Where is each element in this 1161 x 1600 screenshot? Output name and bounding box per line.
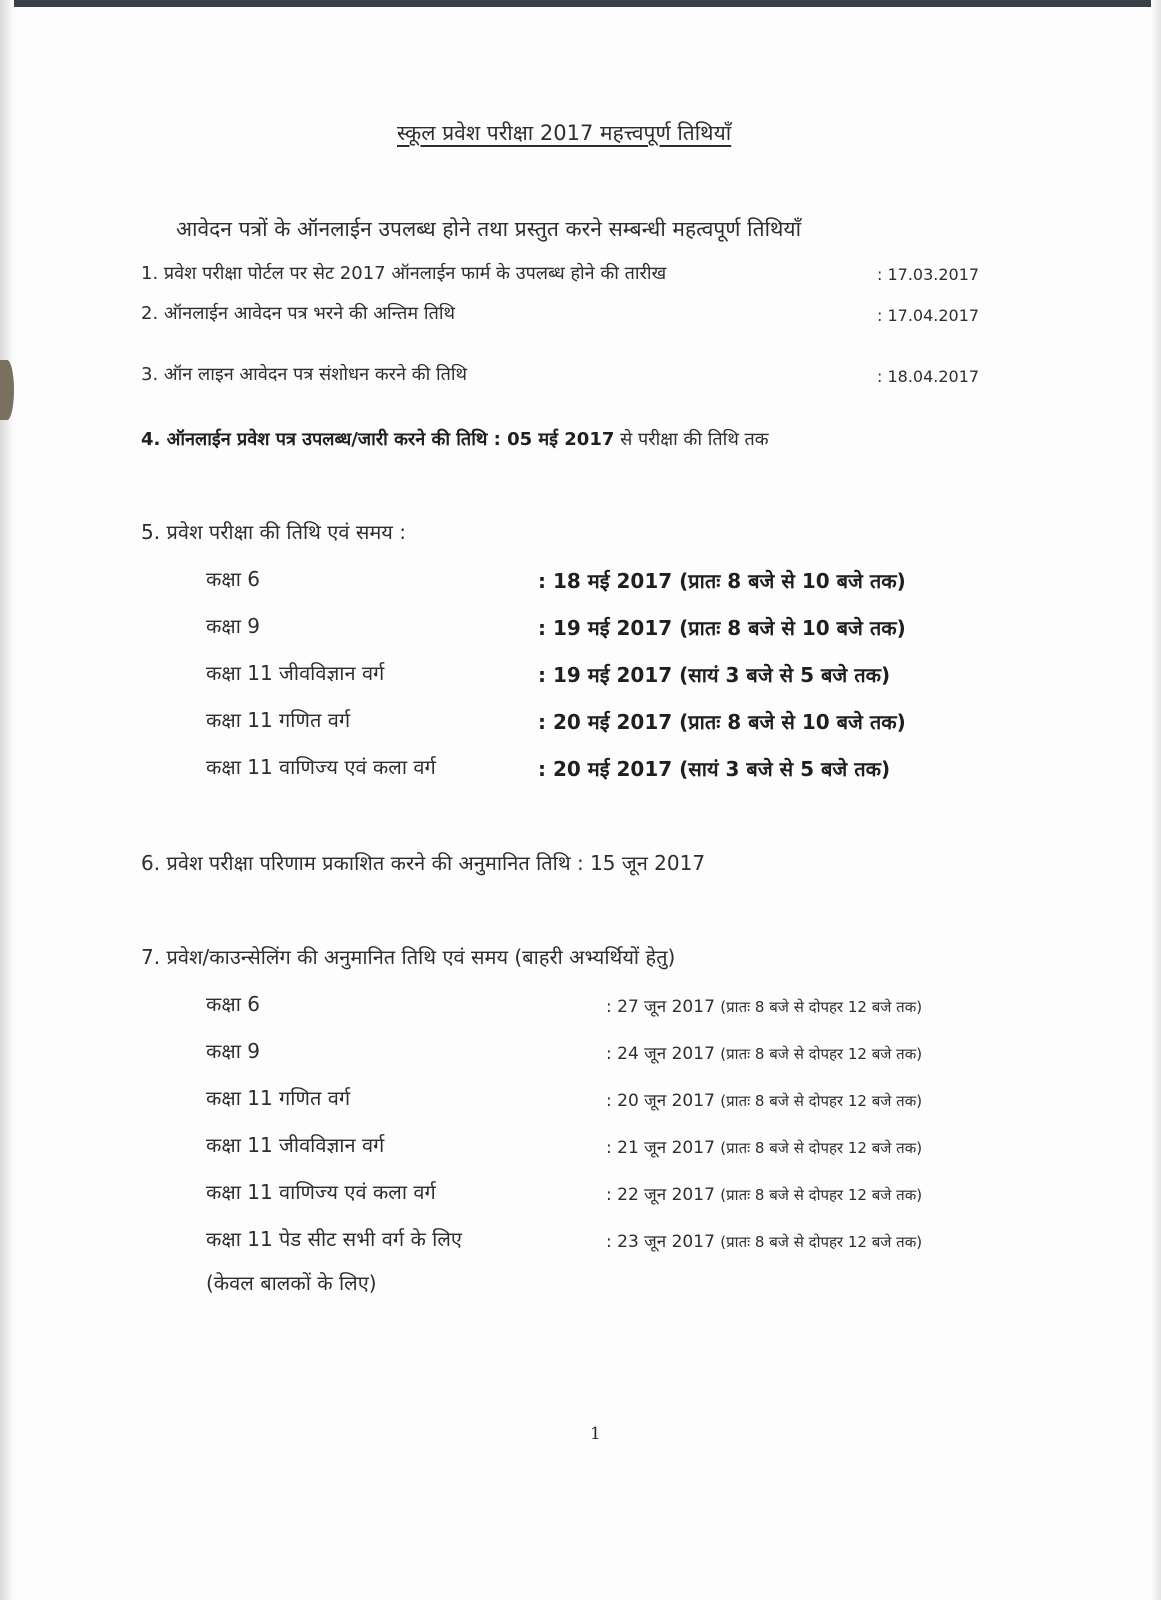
section-7-class-2: कक्षा 9 [206,1039,260,1063]
section-7-time-1: (प्रातः 8 बजे से दोपहर 12 बजे तक) [720,998,923,1016]
section-7-class-5: कक्षा 11 वाणिज्य एवं कला वर्ग [206,1180,436,1204]
scan-top-edge [0,0,1161,7]
item-1-label: 1. प्रवेश परीक्षा पोर्टल पर सेट 2017 ऑनलाईन फार्म के उपलब्ध होने की तारीख [141,263,667,284]
section-7-row-4 [606,1136,922,1160]
section-5-date-4: : 20 मई 2017 (प्रातः 8 बजे से 10 बजे तक) [538,710,906,734]
scan-right-shadow [1151,0,1161,1600]
scan-edge-mark [0,360,14,420]
item-1-value: : 17.03.2017 [877,265,980,284]
page-subtitle: आवेदन पत्रों के ऑनलाईन उपलब्ध होने तथा प्रस्तुत करने सम्बन्धी महत्वपूर्ण तिथियाँ [176,217,802,241]
section-7-date-3: : 20 जून 2017 [606,1091,715,1111]
item-4-suffix: से परीक्षा की तिथि तक [620,429,769,450]
section-7-class-3: कक्षा 11 गणित वर्ग [206,1086,351,1110]
section-5-class-5: कक्षा 11 वाणिज्य एवं कला वर्ग [206,755,436,779]
section-7-date-2: : 24 जून 2017 [606,1044,715,1064]
section-7-row-2 [606,1042,922,1066]
section-7-time-4: (प्रातः 8 बजे से दोपहर 12 बजे तक) [720,1139,923,1157]
section-7-date-4: : 21 जून 2017 [606,1138,715,1158]
section-5-date-5: : 20 मई 2017 (सायं 3 बजे से 5 बजे तक) [538,757,891,781]
section-7-date-1: : 27 जून 2017 [606,997,715,1017]
section-7-class-4: कक्षा 11 जीवविज्ञान वर्ग [206,1133,385,1157]
section-7-date-6: : 23 जून 2017 [606,1232,715,1252]
page-title: स्कूल प्रवेश परीक्षा 2017 महत्त्वपूर्ण तिथियाँ [397,121,732,145]
section-5-class-4: कक्षा 11 गणित वर्ग [206,708,351,732]
section-5-date-1: : 18 मई 2017 (प्रातः 8 बजे से 10 बजे तक) [538,569,906,593]
section-7-row-6 [606,1230,922,1254]
section-7-row-5 [606,1183,922,1207]
section-7-note: (केवल बालकों के लिए) [206,1271,377,1295]
section-7-row-3 [606,1089,922,1113]
item-6: 6. प्रवेश परीक्षा परिणाम प्रकाशित करने की अनुमानित तिथि : 15 जून 2017 [141,851,706,875]
section-7-class-6: कक्षा 11 पेड सीट सभी वर्ग के लिए [206,1227,462,1251]
page-number: 1 [590,1424,601,1444]
section-7-time-2: (प्रातः 8 बजे से दोपहर 12 बजे तक) [720,1045,923,1063]
section-7-row-1 [606,995,922,1019]
section-5-class-1: कक्षा 6 [206,567,260,591]
item-3-label: 3. ऑन लाइन आवेदन पत्र संशोधन करने की तिथि [141,364,468,385]
section-7-time-6: (प्रातः 8 बजे से दोपहर 12 बजे तक) [720,1233,923,1251]
section-5-class-2: कक्षा 9 [206,614,260,638]
section-7-heading: 7. प्रवेश/काउन्सेलिंग की अनुमानित तिथि एवं समय (बाहरी अभ्यर्थियों हेतु) [141,945,676,969]
section-5-date-2: : 19 मई 2017 (प्रातः 8 बजे से 10 बजे तक) [538,616,906,640]
item-4 [141,428,769,452]
section-5-date-3: : 19 मई 2017 (सायं 3 बजे से 5 बजे तक) [538,663,891,687]
item-2-label: 2. ऑनलाईन आवेदन पत्र भरने की अन्तिम तिथि [141,303,455,324]
section-7-date-5: : 22 जून 2017 [606,1185,715,1205]
section-5-class-3: कक्षा 11 जीवविज्ञान वर्ग [206,661,385,685]
item-3-value: : 18.04.2017 [877,367,980,386]
section-7-time-5: (प्रातः 8 बजे से दोपहर 12 बजे तक) [720,1186,923,1204]
section-5-heading: 5. प्रवेश परीक्षा की तिथि एवं समय : [141,520,407,544]
item-4-label: 4. ऑनलाईन प्रवेश पत्र उपलब्ध/जारी करने की तिथि : 05 मई 2017 [141,429,615,450]
section-7-time-3: (प्रातः 8 बजे से दोपहर 12 बजे तक) [720,1092,923,1110]
item-2-value: : 17.04.2017 [877,306,980,325]
section-7-class-1: कक्षा 6 [206,992,260,1016]
scan-left-shadow [0,0,14,1600]
